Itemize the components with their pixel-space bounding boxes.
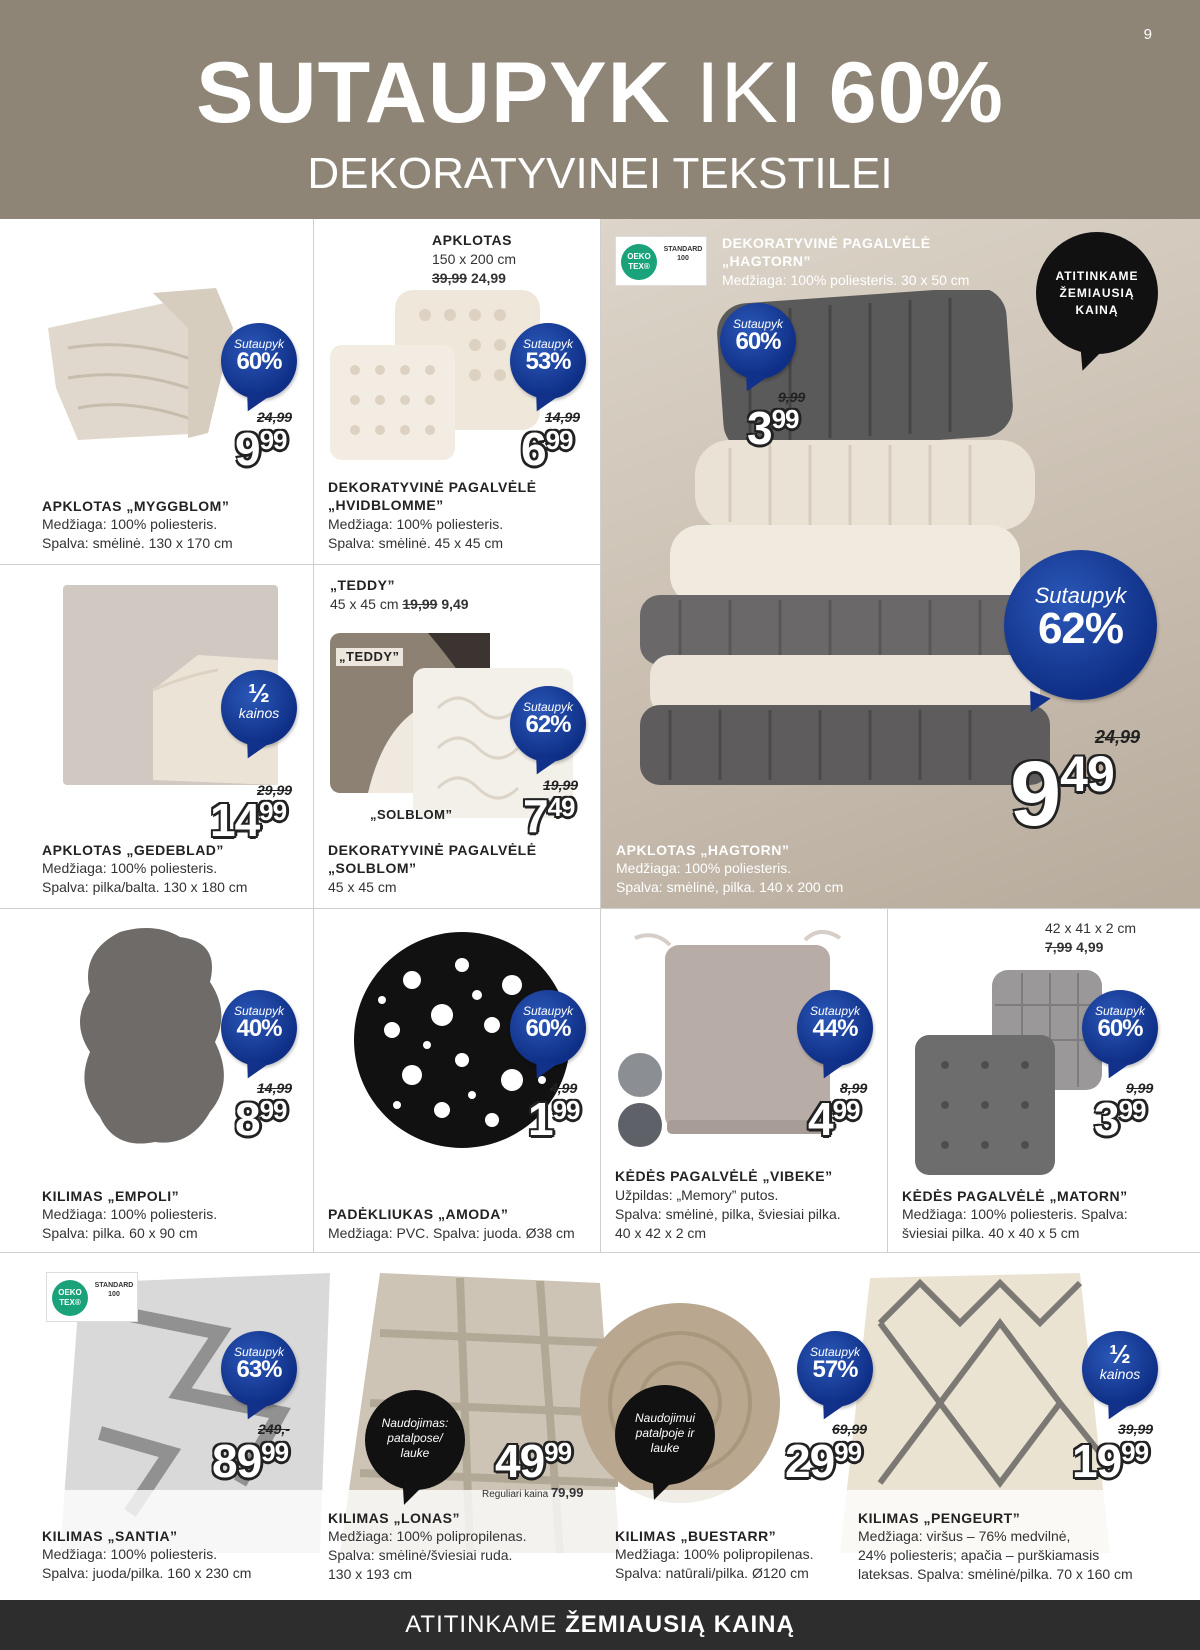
product-desc: Spalva: natūrali/pilka. Ø120 cm xyxy=(615,1565,809,1581)
product-desc: 24% poliesteris; apačia – purškiamasis xyxy=(858,1547,1100,1563)
discount-badge-large: Sutaupyk 62% xyxy=(1004,550,1157,700)
new-price: 1499 xyxy=(210,794,287,846)
product-desc: Spalva: smėlinė. 45 x 45 cm xyxy=(328,535,504,551)
old-price: 14,99 xyxy=(545,409,581,425)
discount-badge: Sutaupyk 57% xyxy=(797,1331,873,1407)
discount-badge: Sutaupyk 60% xyxy=(510,990,586,1066)
discount-badge: Sutaupyk 60% xyxy=(221,323,297,399)
headline-thin: IKI xyxy=(695,45,804,141)
product-name: KILIMAS „LONAS” xyxy=(328,1510,460,1526)
top-title: „TEDDY” xyxy=(330,577,395,593)
headline-bold-1: SUTAUPYK xyxy=(196,45,671,141)
product-desc: Medžiaga: 100% poliesteris. xyxy=(42,516,218,532)
rug-image xyxy=(70,922,240,1152)
product-desc: Medžiaga: 100% poliesteris. 30 x 50 cm xyxy=(722,272,970,288)
lowest-price-bubble: ATITINKAME ŽEMIAUSIĄ KAINĄ xyxy=(1036,232,1158,354)
new-price: 4999 xyxy=(495,1435,572,1487)
old-price: 8,99 xyxy=(840,1080,868,1096)
product-name: „HVIDBLOMME” xyxy=(328,497,444,513)
product-desc: Spalva: smėlinė, pilka, šviesiai pilka. xyxy=(615,1206,841,1222)
product-desc: šviesiai pilka. 40 x 40 x 5 cm xyxy=(902,1225,1080,1241)
product-desc: 130 x 193 cm xyxy=(328,1566,413,1582)
product-desc: 45 x 45 cm xyxy=(328,879,397,895)
chair-pad-image xyxy=(910,965,1110,1180)
product-desc: Užpildas: „Memory” putos. xyxy=(615,1187,779,1203)
label-teddy: „TEDDY” xyxy=(336,648,403,666)
product-desc: lateksas. Spalva: smėlinė/pilka. 70 x 160 cm xyxy=(858,1566,1133,1582)
discount-badge: Sutaupyk 60% xyxy=(1082,990,1158,1066)
old-price: 69,99 xyxy=(832,1421,868,1437)
old-price: 24,99 xyxy=(1095,727,1141,747)
product-desc: Medžiaga: viršus – 76% medvilnė, xyxy=(858,1528,1071,1544)
headline xyxy=(0,45,1200,141)
new-price: 199 xyxy=(528,1093,580,1145)
product-name: KILIMAS „BUESTARR” xyxy=(615,1528,777,1544)
product-name: KĖDĖS PAGALVĖLĖ „MATORN” xyxy=(902,1188,1128,1204)
product-name: APKLOTAS „GEDEBLAD” xyxy=(42,842,224,858)
old-price: 249,- xyxy=(258,1421,290,1437)
oeko-tex-logo: OEKO TEX® STANDARD 100 xyxy=(615,236,707,286)
top-price: 7,99 4,99 xyxy=(1045,939,1104,955)
new-price: 8999 xyxy=(212,1435,289,1487)
top-size: 150 x 200 cm xyxy=(432,251,517,267)
footer-banner: ATITINKAME ŽEMIAUSIĄ KAINĄ xyxy=(0,1600,1200,1650)
half-price-badge: ½ kainos xyxy=(221,670,297,746)
product-name: KILIMAS „PENGEURT” xyxy=(858,1510,1021,1526)
discount-badge: Sutaupyk 44% xyxy=(797,990,873,1066)
page-header xyxy=(0,0,1200,219)
top-title: APKLOTAS xyxy=(432,232,512,248)
product-desc: Medžiaga: 100% poliesteris. xyxy=(42,1546,218,1562)
product-desc: Medžiaga: 100% poliesteris. xyxy=(42,1206,218,1222)
product-desc: Medžiaga: 100% poliesteris. xyxy=(42,860,218,876)
product-desc: Medžiaga: PVC. Spalva: juoda. Ø38 cm xyxy=(328,1225,575,1241)
new-price: 2999 xyxy=(785,1435,862,1487)
new-price-large: 949 xyxy=(1010,743,1114,845)
old-price: 19,99 xyxy=(543,777,579,793)
divider xyxy=(887,908,888,1252)
old-price: 9,99 xyxy=(778,389,806,405)
discount-badge: Sutaupyk 62% xyxy=(510,686,586,762)
label-solblom: „SOLBLOM” xyxy=(370,807,453,822)
new-price: 399 xyxy=(1094,1093,1146,1145)
product-desc: Spalva: smėlinė. 130 x 170 cm xyxy=(42,535,233,551)
new-price: 499 xyxy=(808,1093,860,1145)
new-price: 999 xyxy=(235,423,287,475)
top-price: 39,99 24,99 xyxy=(432,270,506,286)
product-name: KĖDĖS PAGALVĖLĖ „VIBEKE” xyxy=(615,1168,833,1184)
product-name: DEKORATYVINĖ PAGALVĖLĖ xyxy=(722,235,931,251)
old-price: 24,99 xyxy=(257,409,293,425)
subline: DEKORATYVINEI TEKSTILEI xyxy=(307,149,893,198)
product-name: DEKORATYVINĖ PAGALVĖLĖ xyxy=(328,842,537,858)
product-desc: Spalva: smėlinė/šviesiai ruda. xyxy=(328,1547,513,1563)
old-price: 29,99 xyxy=(257,782,293,798)
usage-bubble: Naudojimas: patalpose/ lauke xyxy=(365,1390,465,1490)
new-price: 749 xyxy=(523,790,575,842)
product-name: DEKORATYVINĖ PAGALVĖLĖ xyxy=(328,479,537,495)
pillow-stack-image xyxy=(640,290,1060,790)
regular-price: Reguliari kaina 79,99 xyxy=(482,1485,584,1500)
product-desc: Spalva: pilka. 60 x 90 cm xyxy=(42,1225,198,1241)
usage-bubble: Naudojimui patalpoje ir lauke xyxy=(615,1385,715,1485)
product-name: „SOLBLOM” xyxy=(328,860,417,876)
half-price-badge: ½ kainos xyxy=(1082,1331,1158,1407)
discount-badge: Sutaupyk 63% xyxy=(221,1331,297,1407)
discount-badge: Sutaupyk 60% xyxy=(720,303,796,379)
discount-badge: Sutaupyk 53% xyxy=(510,323,586,399)
old-price: 9,99 xyxy=(1126,1080,1154,1096)
old-price: 14,99 xyxy=(257,1080,293,1096)
new-price: 699 xyxy=(521,423,573,475)
new-price: 899 xyxy=(235,1093,287,1145)
new-price: 399 xyxy=(747,402,799,454)
product-name: APKLOTAS „HAGTORN” xyxy=(616,842,790,858)
product-desc: 40 x 42 x 2 cm xyxy=(615,1225,707,1241)
product-name: PADĖKLIUKAS „AMODA” xyxy=(328,1206,509,1222)
top-price: 45 x 45 cm 19,99 9,49 xyxy=(330,596,469,612)
new-price: 1999 xyxy=(1072,1435,1149,1487)
top-size: 42 x 41 x 2 cm xyxy=(1045,920,1137,936)
product-desc: Medžiaga: 100% polipropilenas. xyxy=(615,1546,814,1562)
page-number: 9 xyxy=(1143,26,1152,43)
old-price: 4,99 xyxy=(550,1080,578,1096)
blanket-image xyxy=(38,268,238,448)
oeko-tex-logo: OEKO TEX® STANDARD 100 xyxy=(46,1272,138,1322)
old-price: 39,99 xyxy=(1118,1421,1154,1437)
product-desc: Medžiaga: 100% polipropilenas. xyxy=(328,1528,527,1544)
product-desc: Spalva: juoda/pilka. 160 x 230 cm xyxy=(42,1565,252,1581)
product-desc: Medžiaga: 100% poliesteris. xyxy=(328,516,504,532)
product-name: KILIMAS „EMPOLI” xyxy=(42,1188,180,1204)
product-name: KILIMAS „SANTIA” xyxy=(42,1528,178,1544)
product-desc: Spalva: smėlinė, pilka. 140 x 200 cm xyxy=(616,879,844,895)
product-desc: Medžiaga: 100% poliesteris. xyxy=(616,860,792,876)
product-name: „HAGTORN” xyxy=(722,253,812,269)
product-desc: Spalva: pilka/balta. 130 x 180 cm xyxy=(42,879,248,895)
divider xyxy=(313,219,314,1252)
product-desc: Medžiaga: 100% poliesteris. Spalva: xyxy=(902,1206,1128,1222)
discount-badge: Sutaupyk 40% xyxy=(221,990,297,1066)
divider xyxy=(0,564,601,565)
product-name: APKLOTAS „MYGGBLOM” xyxy=(42,498,230,514)
headline-bold-2: 60% xyxy=(828,45,1004,141)
